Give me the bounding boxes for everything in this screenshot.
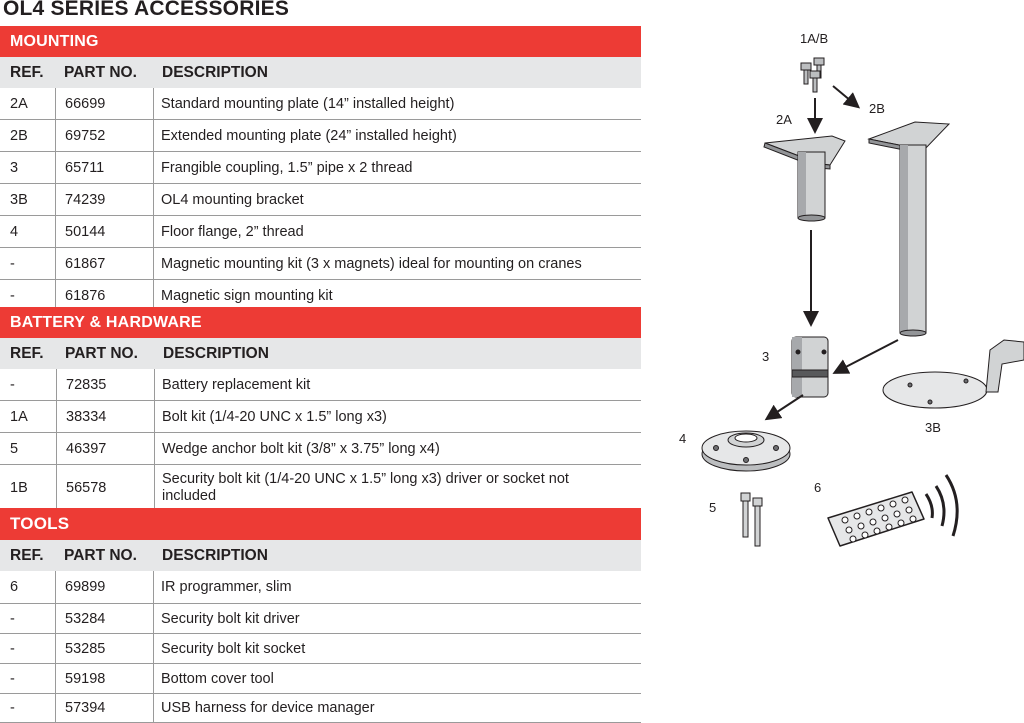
table-row — [0, 664, 641, 694]
label-2a: 2A — [776, 112, 792, 127]
ref-cell: - — [10, 670, 15, 687]
column-ref: REF. — [10, 547, 44, 564]
label-6: 6 — [814, 480, 822, 495]
column-part: PART NO. — [65, 345, 138, 362]
column-header-row — [0, 540, 641, 571]
table-row — [0, 184, 641, 216]
table-row — [0, 369, 641, 401]
ref-cell: 3 — [10, 159, 19, 176]
table-row — [0, 694, 641, 723]
column-header-row — [0, 338, 641, 369]
desc-cell: Bottom cover tool — [153, 664, 641, 693]
part-cell: 61867 — [55, 248, 145, 279]
table-row — [0, 634, 641, 664]
desc-cell: Security bolt kit socket — [153, 634, 641, 663]
column-desc: DESCRIPTION — [163, 345, 269, 362]
part-cell: 66699 — [55, 88, 145, 119]
frangible-coupling-icon — [792, 337, 828, 397]
column-part: PART NO. — [64, 547, 137, 564]
wedge-anchor-bolt-icon — [741, 493, 762, 546]
ref-cell: 1A — [10, 408, 28, 425]
table-row — [0, 88, 641, 120]
desc-cell: IR programmer, slim — [153, 571, 641, 603]
battery-section — [0, 307, 641, 510]
part-cell: 53285 — [55, 634, 145, 663]
desc-cell: Standard mounting plate (14” installed height) — [153, 88, 641, 119]
part-cell: 57394 — [55, 694, 145, 722]
ref-cell: - — [10, 640, 15, 657]
label-1ab: 1A/B — [800, 31, 829, 46]
desc-cell: Magnetic sign mounting kit — [153, 280, 641, 311]
section-title: BATTERY & HARDWARE — [0, 307, 641, 338]
table-row — [0, 465, 641, 510]
ref-cell: 2A — [10, 95, 28, 112]
ref-cell: - — [10, 255, 15, 272]
part-cell: 53284 — [55, 604, 145, 633]
part-cell: 74239 — [55, 184, 145, 215]
desc-cell: Floor flange, 2” thread — [153, 216, 641, 247]
desc-cell: OL4 mounting bracket — [153, 184, 641, 215]
column-part: PART NO. — [64, 64, 137, 81]
desc-cell: Magnetic mounting kit (3 x magnets) ideal for mounting on cranes — [153, 248, 641, 279]
part-cell: 46397 — [56, 433, 146, 464]
ref-cell: 6 — [10, 579, 19, 595]
column-header-row — [0, 57, 641, 88]
table-row — [0, 248, 641, 280]
ref-cell: - — [10, 376, 15, 393]
label-4: 4 — [679, 431, 687, 446]
part-cell: 50144 — [55, 216, 145, 247]
table-row — [0, 571, 641, 604]
ref-cell: 4 — [10, 223, 19, 240]
label-3b: 3B — [925, 420, 941, 435]
part-cell: 69752 — [55, 120, 145, 151]
part-cell: 61876 — [55, 280, 145, 311]
table-row — [0, 401, 641, 433]
bolt-kit-icon — [801, 58, 824, 92]
column-ref: REF. — [10, 345, 44, 362]
page-title: OL4 SERIES ACCESSORIES — [3, 0, 290, 20]
table-row — [0, 152, 641, 184]
label-2b: 2B — [869, 101, 885, 116]
ref-cell: 5 — [10, 440, 19, 457]
table-row — [0, 604, 641, 634]
desc-cell: Extended mounting plate (24” installed height) — [153, 120, 641, 151]
part-cell: 38334 — [56, 401, 146, 432]
extended-mounting-plate-icon — [869, 122, 949, 336]
floor-flange-icon — [702, 431, 790, 471]
part-cell: 69899 — [55, 571, 145, 603]
label-3: 3 — [762, 349, 770, 364]
mounting-section — [0, 26, 641, 311]
label-5: 5 — [709, 500, 717, 515]
tools-section — [0, 508, 641, 723]
ir-programmer-icon — [828, 475, 957, 546]
ref-cell: 3B — [10, 191, 28, 208]
section-title: TOOLS — [0, 508, 641, 540]
accessories-diagram — [650, 20, 1024, 580]
section-title: MOUNTING — [0, 26, 641, 57]
mounting-bracket-icon — [883, 340, 1024, 408]
ref-cell: - — [10, 610, 15, 627]
column-ref: REF. — [10, 64, 44, 81]
part-cell: 72835 — [56, 369, 146, 400]
desc-cell: USB harness for device manager — [153, 694, 641, 722]
desc-cell: Wedge anchor bolt kit (3/8” x 3.75” long x4) — [154, 433, 641, 464]
desc-cell: Security bolt kit (1/4-20 UNC x 1.5” long x3) driver or socket not included — [154, 465, 641, 510]
column-desc: DESCRIPTION — [162, 64, 268, 81]
table-row — [0, 216, 641, 248]
table-row — [0, 433, 641, 465]
part-cell: 59198 — [55, 664, 145, 693]
desc-cell: Battery replacement kit — [154, 369, 641, 400]
ref-cell: - — [10, 700, 15, 716]
desc-cell: Frangible coupling, 1.5” pipe x 2 thread — [153, 152, 641, 183]
standard-mounting-plate-icon — [764, 136, 845, 221]
part-cell: 65711 — [55, 152, 145, 183]
desc-cell: Security bolt kit driver — [153, 604, 641, 633]
column-desc: DESCRIPTION — [162, 547, 268, 564]
ref-cell: - — [10, 287, 15, 304]
table-row — [0, 120, 641, 152]
ref-cell: 1B — [10, 479, 28, 496]
ref-cell: 2B — [10, 127, 28, 144]
part-cell: 56578 — [56, 465, 146, 510]
desc-cell: Bolt kit (1/4-20 UNC x 1.5” long x3) — [154, 401, 641, 432]
